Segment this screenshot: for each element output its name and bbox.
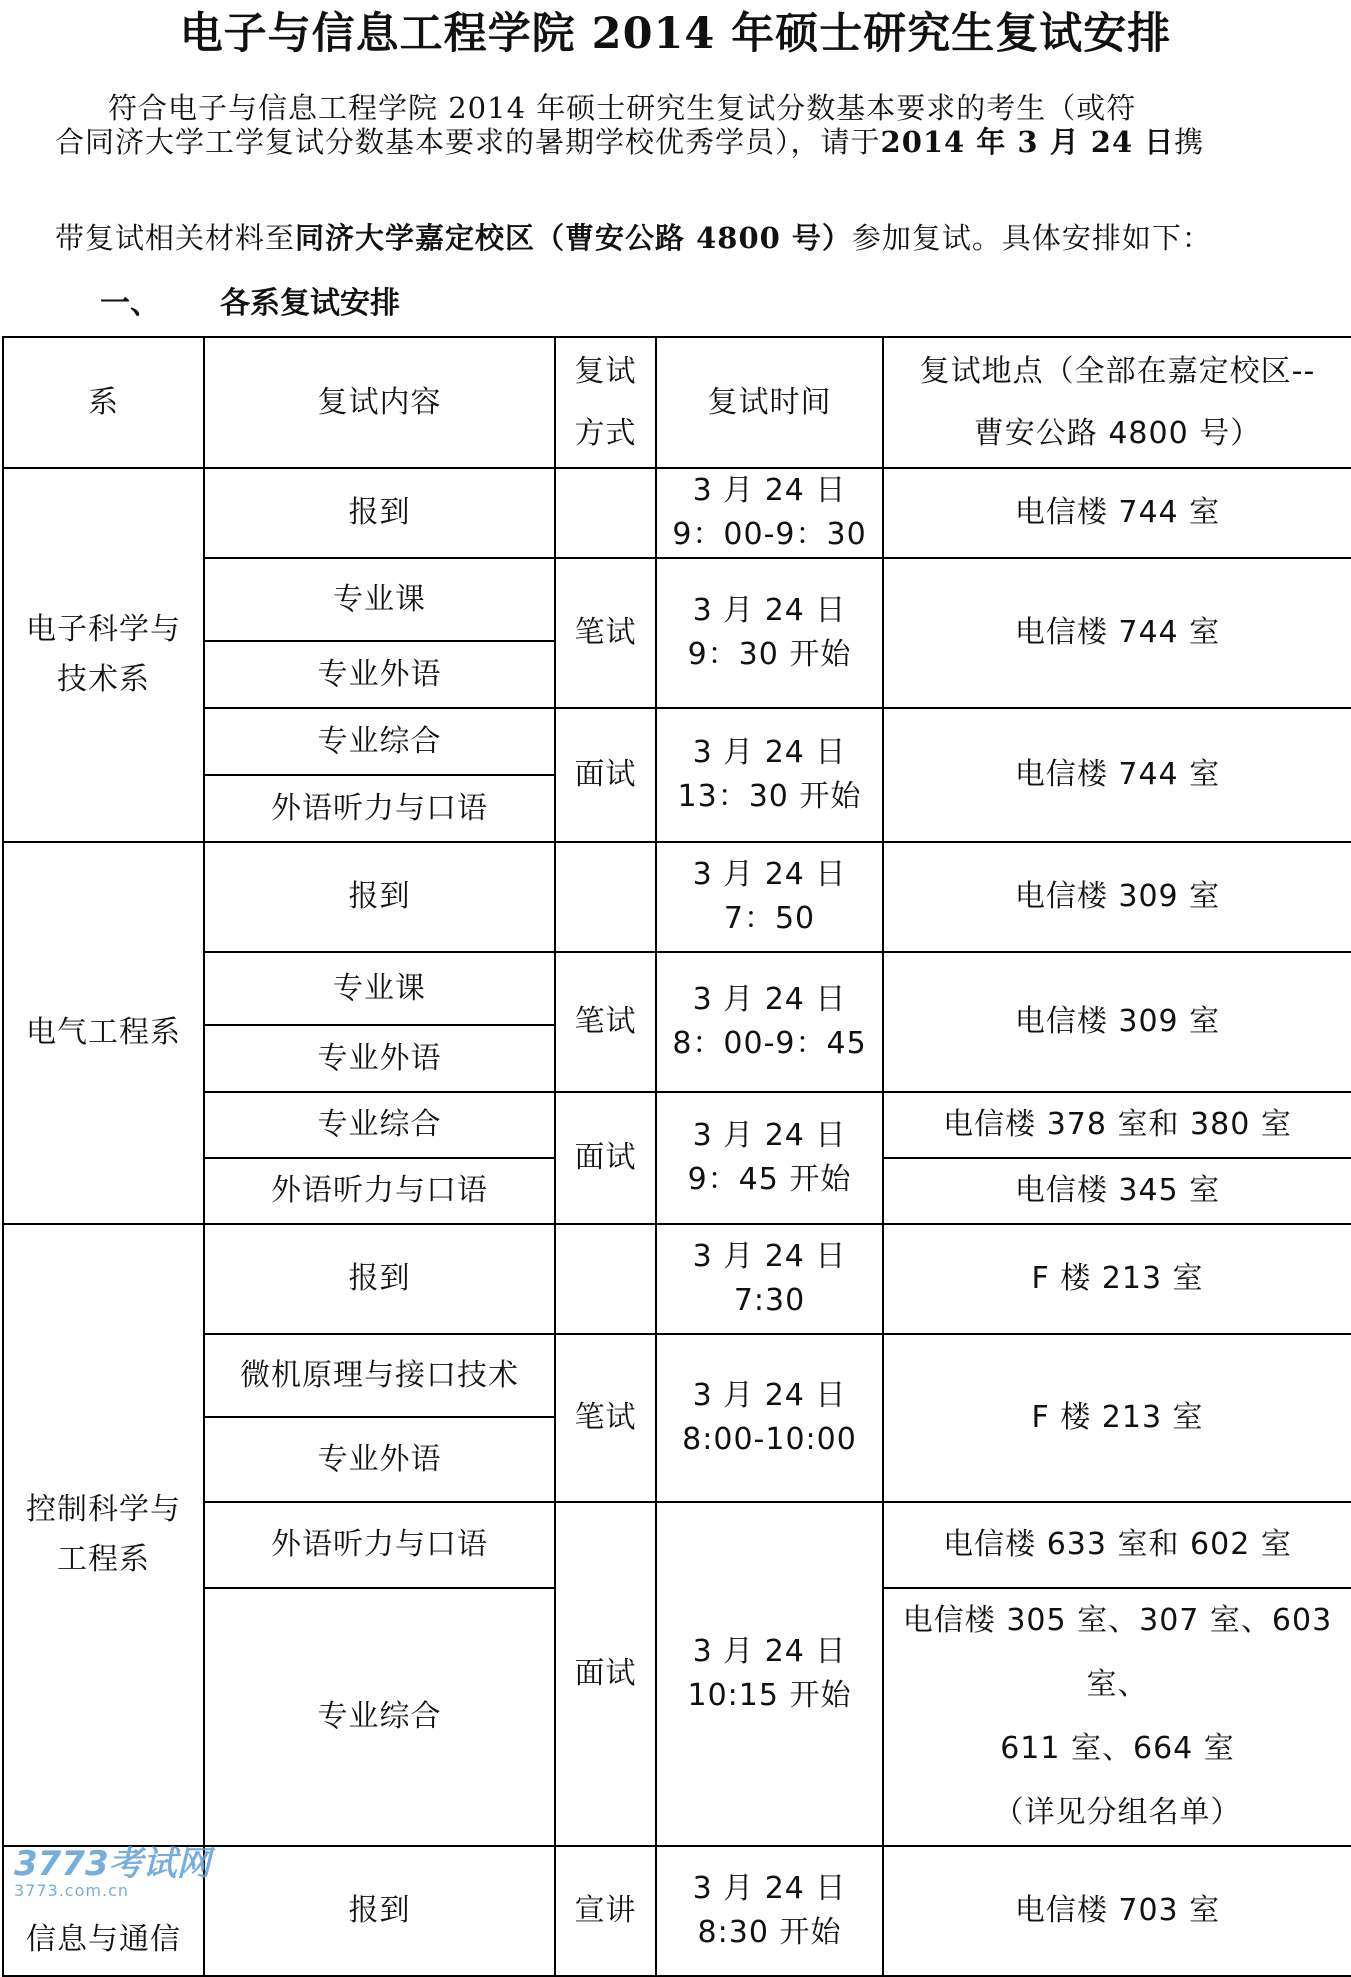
time-text: 10:15 开始 — [687, 1678, 852, 1713]
intro-text: 带复试相关材料至 — [55, 221, 296, 255]
watermark-sub: 3773.com.cn — [14, 1881, 129, 1900]
content-cell: 专业外语 — [204, 1025, 555, 1092]
intro-text: 参加复试。具体安排如下： — [851, 221, 1212, 255]
content-cell: 外语听力与口语 — [204, 1158, 555, 1224]
header-row — [3, 337, 1351, 468]
place-cell: 电信楼 703 室 — [883, 1846, 1351, 1976]
header-method-1: 复试 — [574, 353, 637, 389]
method-cell — [555, 1224, 656, 1334]
date-text: 3 月 24 日 — [692, 1871, 847, 1906]
place-cell: 电信楼 744 室 — [883, 468, 1351, 558]
content-cell: 外语听力与口语 — [204, 1502, 555, 1588]
header-dept: 系 — [3, 337, 204, 468]
place-cell: 电信楼 309 室 — [883, 842, 1351, 952]
intro-location: 同济大学嘉定校区（曹安公路 4800 号） — [295, 221, 852, 255]
time-cell — [656, 708, 883, 842]
place-cell: 电信楼 345 室 — [883, 1158, 1351, 1224]
time-cell — [656, 558, 883, 708]
content-cell: 专业综合 — [204, 1588, 555, 1846]
date-text: 3 月 24 日 — [692, 1239, 847, 1274]
table-row — [3, 558, 1351, 641]
content-cell: 专业综合 — [204, 708, 555, 775]
place-cell: 电信楼 633 室和 602 室 — [883, 1502, 1351, 1588]
time-text: 8:30 开始 — [697, 1915, 842, 1950]
time-text: 7：50 — [723, 901, 816, 936]
content-cell: 专业课 — [204, 952, 555, 1025]
time-cell — [656, 1334, 883, 1502]
table-row — [3, 1092, 1351, 1158]
schedule-table — [2, 336, 1351, 1977]
dept-name-1: 控制科学与 — [26, 1492, 181, 1527]
content-cell: 微机原理与接口技术 — [204, 1334, 555, 1417]
place-line: 电信楼 305 室、307 室、603 室、 — [902, 1603, 1333, 1702]
method-cell — [555, 468, 656, 558]
section-number: 一、 — [100, 286, 160, 321]
intro-line-3 — [55, 218, 1255, 258]
time-text: 8:00-10:00 — [682, 1422, 857, 1457]
time-cell — [656, 468, 883, 558]
table-row — [3, 1502, 1351, 1588]
section-title: 各系复试安排 — [220, 286, 400, 321]
date-text: 3 月 24 日 — [692, 1378, 847, 1413]
date-text: 3 月 24 日 — [692, 982, 847, 1017]
intro-date: 2014 年 3 月 24 日 — [880, 125, 1175, 159]
dept-cell: 信息与通信 — [3, 1846, 204, 1976]
time-text: 7:30 — [733, 1283, 806, 1318]
intro-text: 携 — [1174, 125, 1205, 159]
header-time: 复试时间 — [656, 337, 883, 468]
time-text: 9：30 开始 — [687, 637, 852, 672]
date-text: 3 月 24 日 — [692, 735, 847, 770]
header-content: 复试内容 — [204, 337, 555, 468]
header-place-2: 曹安公路 4800 号） — [973, 415, 1262, 451]
time-cell — [656, 952, 883, 1092]
content-cell: 外语听力与口语 — [204, 775, 555, 842]
table-row — [3, 1224, 1351, 1334]
header-method — [555, 337, 656, 468]
content-cell: 报到 — [204, 468, 555, 558]
intro-text: 符合电子与信息工程学院 2014 年硕士研究生复试分数基本要求的考生（或符 — [108, 91, 1137, 125]
time-cell — [656, 1092, 883, 1224]
dept-cell: 电气工程系 — [3, 842, 204, 1224]
time-cell — [656, 1502, 883, 1846]
content-cell: 报到 — [204, 1224, 555, 1334]
content-cell: 报到 — [204, 842, 555, 952]
time-cell — [656, 1224, 883, 1334]
method-cell — [555, 842, 656, 952]
dept-name-2: 工程系 — [57, 1542, 150, 1577]
content-cell: 专业外语 — [204, 1417, 555, 1502]
intro-text: 合同济大学工学复试分数基本要求的暑期学校优秀学员），请于 — [55, 125, 881, 159]
content-cell: 专业外语 — [204, 641, 555, 708]
time-cell — [656, 1846, 883, 1976]
dept-cell — [3, 1224, 204, 1846]
dept-name-1: 电子科学与 — [26, 612, 181, 647]
date-text: 3 月 24 日 — [692, 1634, 847, 1669]
header-place — [883, 337, 1351, 468]
place-cell: 电信楼 378 室和 380 室 — [883, 1092, 1351, 1158]
section-heading — [100, 284, 400, 324]
header-method-2: 方式 — [574, 415, 637, 451]
method-cell: 宣讲 — [555, 1846, 656, 1976]
table-row — [3, 468, 1351, 558]
method-cell: 笔试 — [555, 1334, 656, 1502]
table-row — [3, 1846, 1351, 1976]
method-cell: 面试 — [555, 1092, 656, 1224]
date-text: 3 月 24 日 — [692, 593, 847, 628]
date-text: 3 月 24 日 — [692, 857, 847, 892]
date-text: 3 月 24 日 — [692, 473, 847, 508]
header-place-1: 复试地点（全部在嘉定校区-- — [919, 353, 1316, 389]
method-cell: 面试 — [555, 708, 656, 842]
time-text: 9：45 开始 — [687, 1162, 852, 1197]
date-text: 3 月 24 日 — [692, 1118, 847, 1153]
content-cell: 专业课 — [204, 558, 555, 641]
time-text: 13：30 开始 — [677, 779, 862, 814]
content-cell: 专业综合 — [204, 1092, 555, 1158]
time-text: 9：00-9：30 — [672, 517, 867, 552]
method-cell: 笔试 — [555, 952, 656, 1092]
table-row — [3, 842, 1351, 952]
page-title: 电子与信息工程学院 2014 年硕士研究生复试安排 — [179, 9, 1172, 59]
place-line: 611 室、664 室 — [1000, 1731, 1235, 1766]
method-cell: 面试 — [555, 1502, 656, 1846]
table-row — [3, 708, 1351, 775]
intro-line-2 — [55, 122, 1255, 162]
place-cell: 电信楼 309 室 — [883, 952, 1351, 1092]
dept-cell — [3, 468, 204, 842]
place-cell — [883, 1588, 1351, 1846]
place-cell: F 楼 213 室 — [883, 1334, 1351, 1502]
content-cell: 报到 — [204, 1846, 555, 1976]
table-row — [3, 952, 1351, 1025]
method-cell: 笔试 — [555, 558, 656, 708]
place-cell: 电信楼 744 室 — [883, 558, 1351, 708]
watermark-main: 3773考试网 — [14, 1844, 211, 1884]
time-text: 8：00-9：45 — [672, 1026, 867, 1061]
time-cell — [656, 842, 883, 952]
place-cell: F 楼 213 室 — [883, 1224, 1351, 1334]
place-line: （详见分组名单） — [993, 1795, 1242, 1830]
place-cell: 电信楼 744 室 — [883, 708, 1351, 842]
table-row — [3, 1334, 1351, 1417]
dept-name-2: 技术系 — [57, 662, 150, 697]
